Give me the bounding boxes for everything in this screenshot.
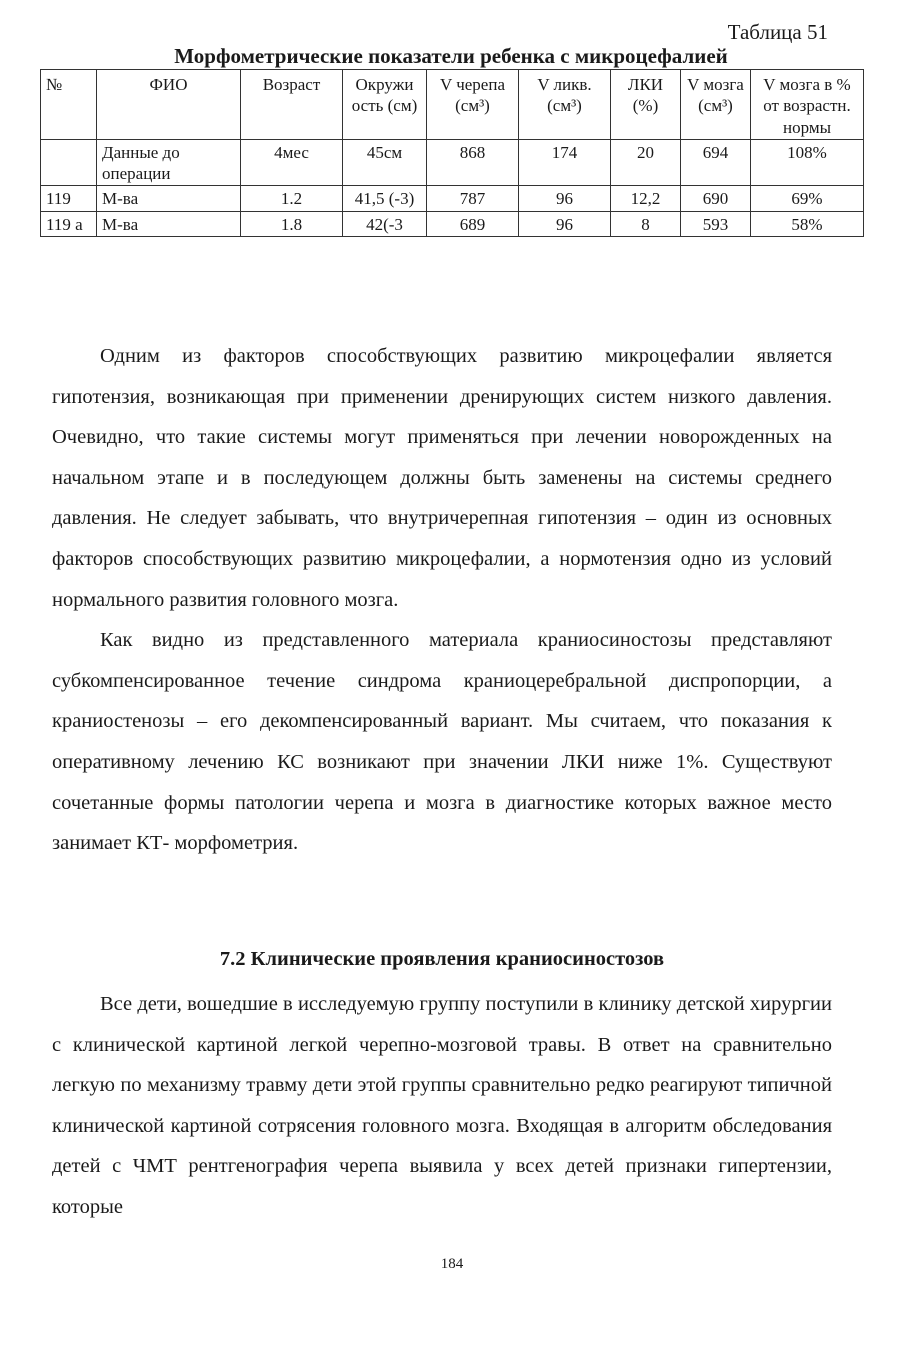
page-number: 184 [440, 1256, 464, 1272]
cell-circumference: 45см [343, 139, 427, 186]
header-age: Возраст [241, 70, 343, 140]
header-name: ФИО [97, 70, 241, 140]
cell-brain-volume-percent: 108% [751, 139, 864, 186]
table-row [41, 211, 864, 236]
cell-csf-volume: 96 [519, 211, 611, 236]
header-lki: ЛКИ (%) [611, 70, 681, 140]
cell-name: М-ва [97, 186, 241, 211]
cell-skull-volume: 787 [427, 186, 519, 211]
cell-lki: 12,2 [611, 186, 681, 211]
table-label: Таблица 51 [727, 20, 828, 44]
cell-circumference: 42(-3 [343, 211, 427, 236]
paragraph: Все дети, вошедшие в исследуемую группу поступили в клинику детской хирургии с клинической картиной легкой черепно-мозговой травы. В ответ на сравнительно легкую по механизму травму дети этой группы сравнительно редко реагируют типичной клинической картиной сотрясения головного мозга. Входящая в алгоритм обследования детей с ЧМТ рентгенография черепа выявила у всех детей признаки гипертензии, которые [52, 993, 832, 1218]
cell-brain-volume-percent: 69% [751, 186, 864, 211]
header-circumference: Окружи ость (см) [343, 70, 427, 140]
cell-name: Данные до операции [97, 139, 241, 186]
header-brain-volume-percent: V мозга в % от возрастн. нормы [751, 70, 864, 140]
table-title: Морфометрические показатели ребенка с микроцефалией [174, 44, 728, 68]
header-csf-volume: V ликв. (см³) [519, 70, 611, 140]
header-skull-volume: V черепа (см³) [427, 70, 519, 140]
cell-age: 1.2 [241, 186, 343, 211]
cell-lki: 8 [611, 211, 681, 236]
cell-number: 119 а [41, 211, 97, 236]
table-header-row [41, 70, 864, 140]
section-body-text [52, 984, 832, 1228]
cell-csf-volume: 174 [519, 139, 611, 186]
cell-brain-volume: 593 [681, 211, 751, 236]
header-brain-volume: V мозга (см³) [681, 70, 751, 140]
paragraph: Одним из факторов способствующих развитию микроцефалии является гипотензия, возникающая при применении дренирующих систем низкого давления. Очевидно, что такие системы могут применяться при лечении новорожденных на начальном этапе и в последующем должны быть заменены на системы среднего давления. Не следует забывать, что внутричерепная гипотензия – один из основных факторов способствующих развитию микроцефалии, а нормотензия одно из условий нормального развития головного мозга. [52, 345, 832, 611]
cell-age: 4мес [241, 139, 343, 186]
table-row [41, 186, 864, 211]
cell-brain-volume: 690 [681, 186, 751, 211]
body-text-block [52, 336, 832, 864]
header-number: № [41, 70, 97, 140]
cell-brain-volume-percent: 58% [751, 211, 864, 236]
cell-circumference: 41,5 (-3) [343, 186, 427, 211]
paragraph: Как видно из представленного материала краниосиностозы представляют субкомпенсированное течение синдрома краниоцеребральной диспропорции, а краниостенозы – его декомпенсированный вариант. Мы считаем, что показания к оперативному лечению КС возникают при значении ЛКИ ниже 1%. Существуют сочетанные формы патологии черепа и мозга в диагностике которых важное место занимает КТ- морфометрия. [52, 629, 832, 855]
cell-age: 1.8 [241, 211, 343, 236]
cell-brain-volume: 694 [681, 139, 751, 186]
cell-skull-volume: 689 [427, 211, 519, 236]
table-row [41, 139, 864, 186]
morphometry-table [40, 69, 864, 237]
cell-lki: 20 [611, 139, 681, 186]
cell-csf-volume: 96 [519, 186, 611, 211]
cell-number: 119 [41, 186, 97, 211]
cell-skull-volume: 868 [427, 139, 519, 186]
section-heading: 7.2 Клинические проявления краниосиностозов [219, 948, 665, 970]
cell-name: М-ва [97, 211, 241, 236]
cell-number [41, 139, 97, 186]
